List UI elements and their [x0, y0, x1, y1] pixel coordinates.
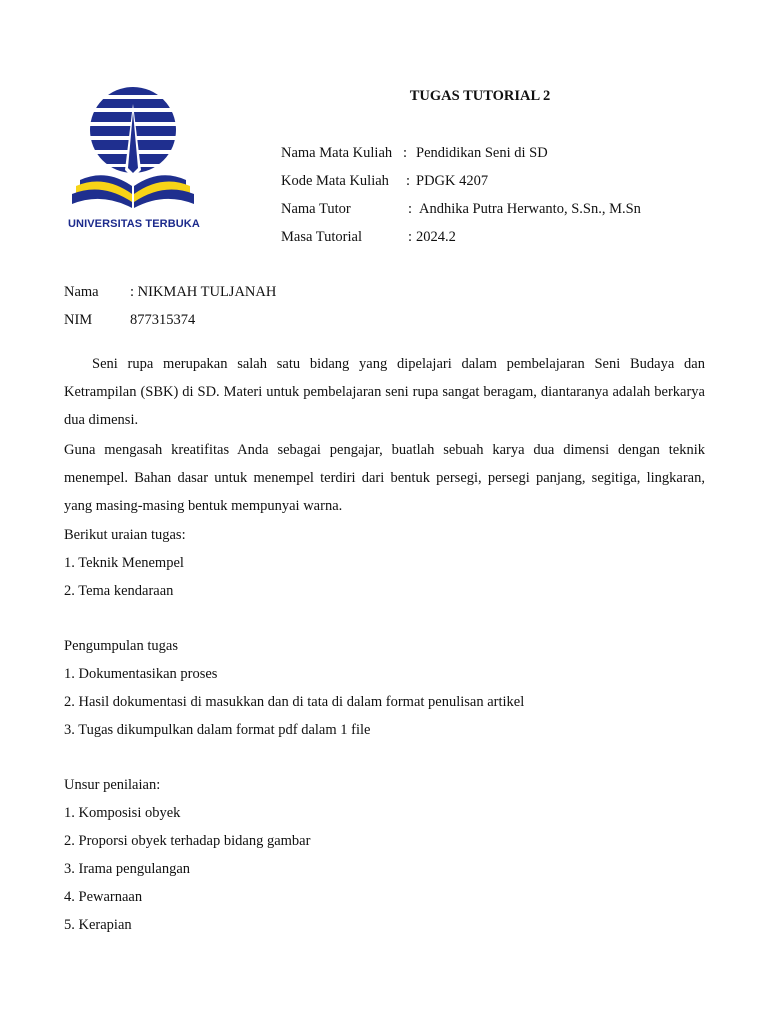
task-list-heading: Berikut uraian tugas: [64, 527, 186, 543]
course-code-separator: : [406, 173, 411, 189]
tutorial-period-value: 2024.2 [416, 229, 456, 245]
list-item: 2. Proporsi obyek terhadap bidang gambar [64, 833, 311, 849]
submission-heading: Pengumpulan tugas [64, 638, 178, 654]
course-code-label: Kode Mata Kuliah [281, 173, 389, 189]
list-item: 2. Hasil dokumentasi di masukkan dan di tata di dalam format penulisan artikel [64, 694, 525, 710]
assessment-heading: Unsur penilaian: [64, 777, 161, 793]
list-item: 1. Teknik Menempel [64, 555, 184, 571]
list-item: 5. Kerapian [64, 917, 132, 933]
student-nim-value: 877315374 [130, 312, 196, 328]
course-name-value: Pendidikan Seni di SD [416, 145, 548, 161]
tutorial-period-label: Masa Tutorial [281, 229, 362, 245]
intro-paragraph: Seni rupa merupakan salah satu bidang yang dipelajari dalam pembelajaran Seni Budaya dan Ketrampilan (SBK) di SD. Materi untuk pembelajaran seni rupa sangat beragam, diantaranya adalah berkarya dua dimensi. [64, 356, 705, 428]
list-item: 3. Irama pengulangan [64, 861, 191, 877]
task-paragraph: Guna mengasah kreatifitas Anda sebagai pengajar, buatlah sebuah karya dua dimensi dengan teknik menempel. Bahan dasar untuk menempel terdiri dari bentuk persegi, persegi panjang, segitiga, lingkaran, yang masing-masing bentuk mempunyai warna. [64, 442, 705, 514]
list-item: 1. Komposisi obyek [64, 805, 181, 821]
course-name-separator: : [403, 145, 408, 161]
tutorial-period-separator: : [408, 229, 413, 245]
student-nim-label: NIM [64, 312, 93, 328]
list-item: 2. Tema kendaraan [64, 583, 174, 599]
tutor-label: Nama Tutor [281, 201, 351, 217]
course-code-value: PDGK 4207 [416, 173, 489, 189]
document-title: TUGAS TUTORIAL 2 [409, 88, 551, 104]
logo-caption: UNIVERSITAS TERBUKA [68, 218, 200, 230]
student-name-label: Nama [64, 284, 99, 300]
list-item: 3. Tugas dikumpulkan dalam format pdf dalam 1 file [64, 722, 371, 738]
list-item: 4. Pewarnaan [64, 889, 143, 905]
tutor-value: Andhika Putra Herwanto, S.Sn., M.Sn [419, 201, 641, 217]
list-item: 1. Dokumentasikan proses [64, 666, 218, 682]
course-name-label: Nama Mata Kuliah [281, 145, 393, 161]
tutor-separator: : [408, 201, 413, 217]
student-name-value: : NIKMAH TULJANAH [130, 284, 277, 300]
